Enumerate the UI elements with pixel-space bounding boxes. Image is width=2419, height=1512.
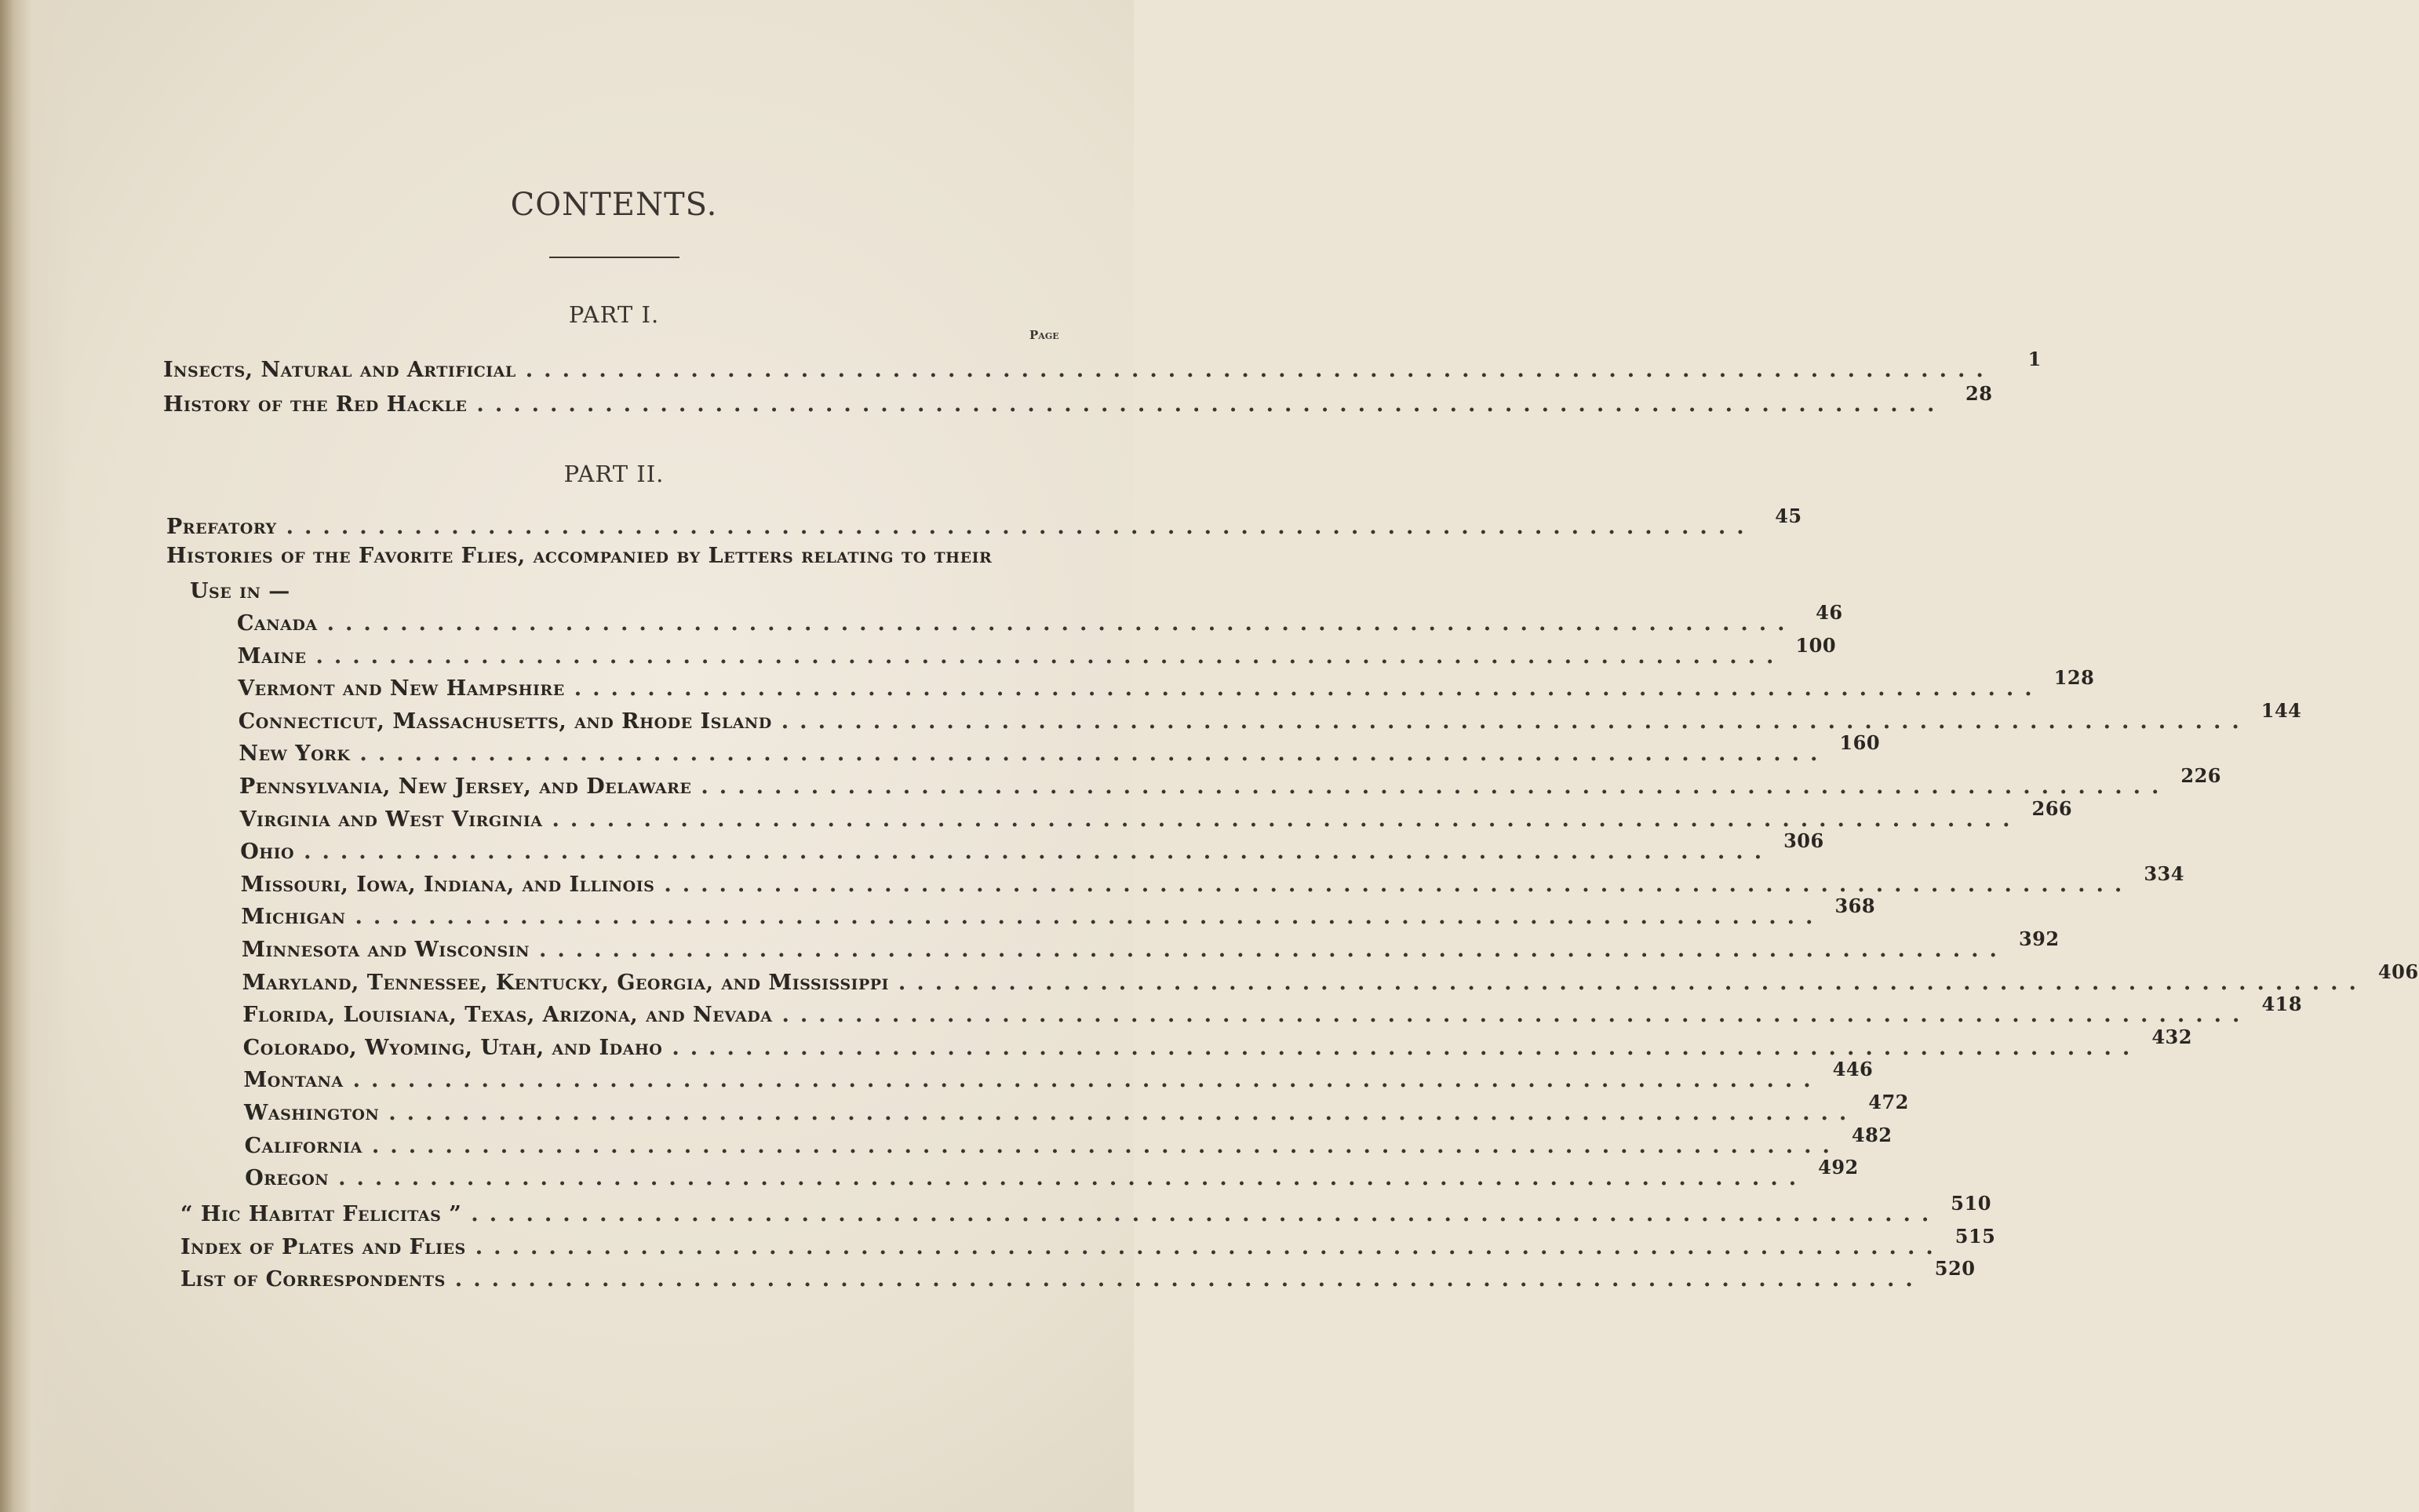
- entry-label: Prefatory: [166, 515, 277, 539]
- entry-label: Michigan: [241, 905, 346, 930]
- toc-entry-state: [244, 1123, 1893, 1162]
- entry-page-number: 226: [2180, 764, 2222, 787]
- entry-page-number: 160: [1839, 731, 1881, 755]
- entry-label: Oregon: [245, 1166, 330, 1191]
- toc-entry: [180, 1224, 1996, 1263]
- entry-label: History of the Red Hackle: [163, 392, 468, 417]
- dot-leader: ................................................................................: [525, 358, 1995, 382]
- part-2-heading: PART II.: [563, 461, 665, 487]
- entry-page-number: 520: [1934, 1257, 1976, 1281]
- entry-page-number: 1: [2027, 348, 2042, 370]
- entry-label: Index of Plates and Flies: [180, 1234, 466, 1259]
- toc-entry-state: [239, 796, 2073, 836]
- toc-entry-state: [240, 829, 1824, 868]
- dot-leader: ................................................................................: [701, 774, 2170, 799]
- toc-entry-state: [242, 1025, 2192, 1064]
- toc-entry-prefatory: [166, 505, 1802, 543]
- dot-leader: ................................................................................: [286, 515, 1755, 539]
- entry-page-number: 392: [2018, 927, 2060, 950]
- entry-label: Missouri, Iowa, Indiana, and Illinois: [240, 872, 655, 897]
- entry-label: Minnesota and Wisconsin: [242, 938, 530, 962]
- entry-page-number: 510: [1951, 1192, 1991, 1215]
- entry-page-number: 515: [1955, 1224, 1996, 1248]
- entry-page-number: 28: [1965, 382, 1993, 405]
- entry-page-number: 406: [2377, 960, 2419, 983]
- entry-label: Canada: [237, 611, 318, 636]
- entry-page-number: 492: [1818, 1156, 1859, 1179]
- toc-entry-state: [242, 993, 2303, 1031]
- dot-leader: ................................................................................: [338, 1166, 1808, 1191]
- dot-leader: ................................................................................: [552, 807, 2021, 832]
- entry-page-number: 100: [1795, 633, 1837, 657]
- toc-entry-state: [245, 1156, 1859, 1194]
- entry-page-number: 418: [2261, 993, 2303, 1016]
- entry-label: Ohio: [240, 840, 295, 865]
- dot-leader: ................................................................................: [898, 970, 2367, 995]
- entry-label: List of Correspondents: [180, 1267, 446, 1292]
- toc-entry: [163, 348, 2042, 386]
- entry-page-number: 306: [1783, 829, 1824, 853]
- part-1-heading: PART I.: [568, 301, 660, 328]
- toc-entry-state: [243, 1058, 1874, 1096]
- dot-leader: ................................................................................: [355, 905, 1824, 930]
- toc-entry-state: [244, 1091, 1909, 1129]
- histories-heading-line: Histories of the Favorite Flies, accompanied by Letters relating to their: [166, 544, 993, 568]
- dot-leader: ................................................................................: [454, 1267, 1924, 1292]
- dot-leader: ................................................................................: [672, 1035, 2141, 1060]
- dot-leader: ................................................................................: [574, 676, 2043, 701]
- title-divider: [549, 257, 679, 258]
- entry-label: Maryland, Tennessee, Kentucky, Georgia, and Mississippi: [242, 970, 889, 995]
- entry-label: Vermont and New Hampshire: [238, 676, 565, 701]
- toc-entry-state: [237, 601, 1843, 639]
- entry-page-number: 45: [1775, 505, 1802, 527]
- dot-leader: ................................................................................: [388, 1101, 1858, 1125]
- toc-entry-state: [238, 698, 2302, 738]
- entry-page-number: 472: [1868, 1091, 1909, 1113]
- dot-leader: ................................................................................: [352, 1068, 1822, 1093]
- toc-entry: [180, 1257, 1976, 1295]
- toc-entry: [180, 1192, 1991, 1230]
- dot-leader: ................................................................................: [476, 392, 1946, 417]
- dot-leader: ................................................................................: [315, 643, 1785, 669]
- toc-entry: [163, 382, 1993, 421]
- entry-label: Florida, Louisiana, Texas, Arizona, and Nevada: [242, 1003, 773, 1028]
- entry-label: Colorado, Wyoming, Utah, and Idaho: [242, 1035, 663, 1060]
- entry-label: Pennsylvania, New Jersey, and Delaware: [239, 774, 692, 799]
- entry-page-number: 482: [1851, 1123, 1893, 1146]
- dot-leader: ................................................................................: [471, 1202, 1940, 1226]
- toc-entry-state: [238, 666, 2095, 705]
- entry-page-number: 144: [2261, 698, 2302, 722]
- entry-label: Insects, Natural and Artificial: [163, 358, 516, 382]
- dot-leader: ................................................................................: [371, 1133, 1841, 1158]
- dot-leader: ................................................................................: [475, 1234, 1944, 1259]
- entry-page-number: 432: [2151, 1025, 2192, 1048]
- entry-page-number: 128: [2053, 666, 2095, 690]
- entry-page-number: 266: [2031, 796, 2073, 820]
- entry-label: New York: [239, 741, 351, 767]
- toc-entry-state: [239, 731, 1881, 770]
- dot-leader: ................................................................................: [304, 840, 1773, 865]
- dot-leader: ................................................................................: [781, 709, 2250, 734]
- entry-label: Washington: [244, 1101, 380, 1125]
- page-title: CONTENTS.: [510, 187, 718, 223]
- toc-entry-state: [241, 894, 1876, 933]
- page-column-label: Page: [1029, 328, 1059, 342]
- toc-entry-state: [239, 764, 2222, 803]
- entry-label: Virginia and West Virginia: [239, 807, 543, 832]
- entry-label: Maine: [237, 643, 307, 669]
- dot-leader: ................................................................................: [359, 741, 1829, 767]
- toc-entry-state: [240, 862, 2184, 901]
- entry-page-number: 334: [2144, 862, 2184, 885]
- dot-leader: ................................................................................: [781, 1003, 2251, 1028]
- toc-entry-state: [242, 960, 2419, 999]
- entry-label: Connecticut, Massachusetts, and Rhode Island: [238, 709, 772, 734]
- dot-leader: ................................................................................: [538, 938, 2008, 962]
- entry-page-number: 446: [1832, 1058, 1874, 1081]
- histories-heading-continuation: Use in —: [190, 579, 290, 603]
- entry-label: “ Hic Habitat Felicitas ”: [180, 1202, 462, 1226]
- dot-leader: ................................................................................: [326, 611, 1796, 636]
- entry-page-number: 368: [1834, 894, 1876, 918]
- entry-page-number: 46: [1816, 601, 1843, 624]
- dot-leader: ................................................................................: [664, 872, 2133, 897]
- entry-label: California: [244, 1133, 362, 1158]
- toc-entry-state: [242, 927, 2060, 966]
- entry-label: Montana: [243, 1068, 344, 1093]
- toc-entry-state: [237, 633, 1837, 672]
